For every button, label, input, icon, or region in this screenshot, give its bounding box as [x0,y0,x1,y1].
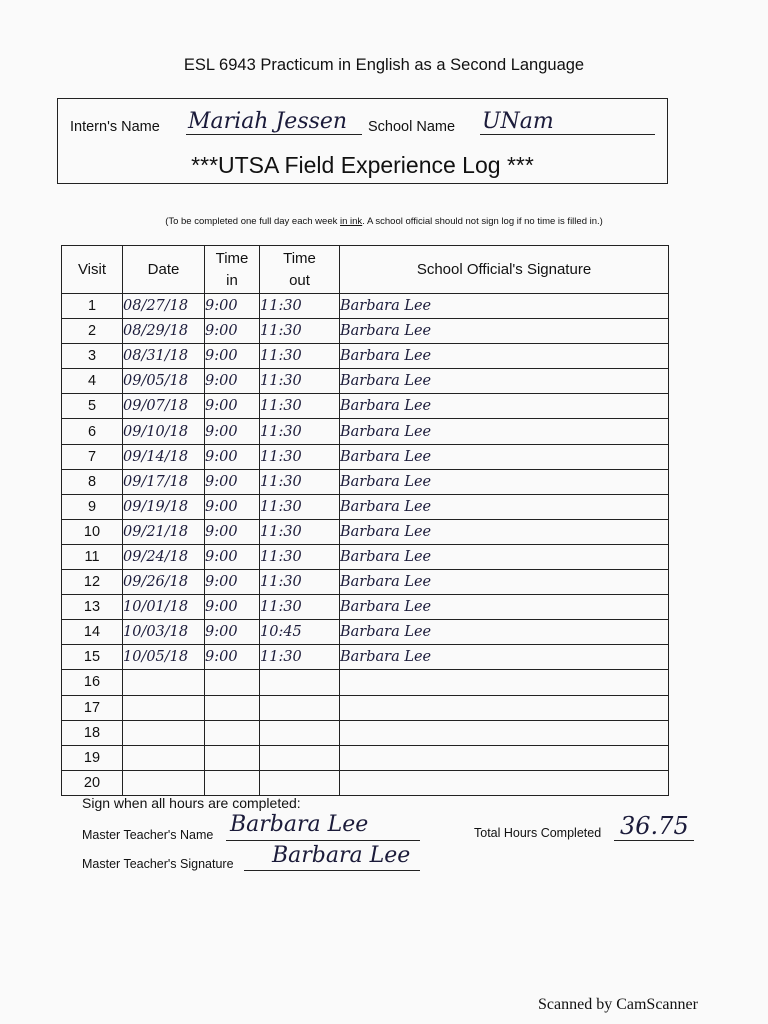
table-row [62,294,669,319]
time-out-cell [260,695,340,720]
signature-cell: Barbara Lee [340,394,669,419]
time-out-cell: 11:30 [260,519,340,544]
total-hours-value: 36.75 [620,812,689,840]
table-row [62,620,669,645]
date-cell: 09/24/18 [123,544,205,569]
table-row [62,344,669,369]
master-name-value: Barbara Lee [230,812,369,837]
visit-cell: 9 [62,494,123,519]
scanner-watermark: Scanned by CamScanner [538,996,698,1013]
visit-cell: 20 [62,770,123,795]
time-in-cell: 9:00 [205,294,260,319]
visit-cell: 6 [62,419,123,444]
time-in-cell: 9:00 [205,344,260,369]
signature-cell: Barbara Lee [340,620,669,645]
header-time-in: Time in [205,246,260,294]
time-in-cell: 9:00 [205,394,260,419]
sign-note: Sign when all hours are completed: [82,795,301,811]
signature-cell: Barbara Lee [340,319,669,344]
visit-cell: 17 [62,695,123,720]
date-cell: 09/21/18 [123,519,205,544]
instructions [0,216,768,227]
time-out-cell: 11:30 [260,419,340,444]
time-in-cell [205,745,260,770]
time-out-cell: 11:30 [260,444,340,469]
time-in-cell: 9:00 [205,595,260,620]
signature-cell [340,670,669,695]
signature-cell: Barbara Lee [340,494,669,519]
date-cell [123,770,205,795]
table-row [62,519,669,544]
visit-cell: 7 [62,444,123,469]
table-header-row [62,246,669,294]
visit-cell: 4 [62,369,123,394]
table-row [62,720,669,745]
time-out-cell: 11:30 [260,544,340,569]
date-cell: 09/07/18 [123,394,205,419]
table-row [62,570,669,595]
time-out-cell [260,770,340,795]
visit-cell: 10 [62,519,123,544]
total-hours-label: Total Hours Completed [474,826,602,840]
instructions-underlined: in ink [340,216,363,227]
header-time-out: Time out [260,246,340,294]
time-in-cell: 9:00 [205,319,260,344]
instructions-after: . A school official should not sign log if no time is filled in.) [362,216,603,227]
signature-cell: Barbara Lee [340,294,669,319]
time-out-cell [260,670,340,695]
visit-cell: 15 [62,645,123,670]
signature-cell [340,745,669,770]
visit-cell: 18 [62,720,123,745]
header-visit: Visit [62,246,123,294]
intern-name-label: Intern's Name [70,119,160,135]
time-in-cell: 9:00 [205,494,260,519]
time-in-cell: 9:00 [205,620,260,645]
signature-cell [340,720,669,745]
date-cell: 09/05/18 [123,369,205,394]
table-row [62,544,669,569]
signature-cell: Barbara Lee [340,519,669,544]
course-title: ESL 6943 Practicum in English as a Second Language [183,56,585,74]
date-cell: 09/17/18 [123,469,205,494]
master-signature-value: Barbara Lee [272,843,411,868]
time-out-cell: 11:30 [260,494,340,519]
table-row [62,645,669,670]
signature-cell: Barbara Lee [340,369,669,394]
master-signature-label: Master Teacher's Signature [82,857,234,871]
time-in-cell: 9:00 [205,570,260,595]
date-cell: 10/05/18 [123,645,205,670]
table-row [62,670,669,695]
visit-cell: 12 [62,570,123,595]
date-cell [123,670,205,695]
time-out-cell [260,720,340,745]
date-cell [123,745,205,770]
date-cell: 10/01/18 [123,595,205,620]
time-out-cell: 11:30 [260,469,340,494]
date-cell: 09/10/18 [123,419,205,444]
visit-cell: 5 [62,394,123,419]
time-in-cell [205,770,260,795]
field-experience-table [61,245,669,796]
table-row [62,419,669,444]
date-cell: 10/03/18 [123,620,205,645]
time-in-cell: 9:00 [205,369,260,394]
table-body [62,294,669,796]
table-row [62,695,669,720]
log-title: ***UTSA Field Experience Log *** [191,152,534,178]
table-row [62,469,669,494]
visit-cell: 3 [62,344,123,369]
time-in-cell: 9:00 [205,645,260,670]
name-row [70,109,657,141]
signature-cell: Barbara Lee [340,645,669,670]
school-name-value: UNam [482,109,554,134]
visit-cell: 13 [62,595,123,620]
time-out-cell: 11:30 [260,595,340,620]
date-cell: 08/31/18 [123,344,205,369]
time-out-cell: 11:30 [260,570,340,595]
visit-cell: 1 [62,294,123,319]
visit-cell: 2 [62,319,123,344]
visit-cell: 16 [62,670,123,695]
time-out-cell [260,745,340,770]
table-row [62,745,669,770]
date-cell [123,720,205,745]
table-row [62,319,669,344]
intern-header-box [57,98,668,184]
signature-cell: Barbara Lee [340,570,669,595]
table-row [62,770,669,795]
header-date: Date [123,246,205,294]
date-cell: 09/19/18 [123,494,205,519]
time-out-cell: 11:30 [260,369,340,394]
school-name-field [480,104,655,135]
date-cell: 09/14/18 [123,444,205,469]
date-cell: 08/27/18 [123,294,205,319]
header-signature: School Official's Signature [340,246,669,294]
intern-name-field [186,104,362,135]
time-in-cell [205,720,260,745]
signature-cell [340,770,669,795]
time-in-cell: 9:00 [205,469,260,494]
time-out-cell: 10:45 [260,620,340,645]
signature-cell: Barbara Lee [340,444,669,469]
school-name-label: School Name [368,119,456,135]
master-name-label: Master Teacher's Name [82,828,214,842]
time-out-cell: 11:30 [260,294,340,319]
table-row [62,595,669,620]
signature-cell: Barbara Lee [340,419,669,444]
time-in-cell: 9:00 [205,444,260,469]
time-out-cell: 11:30 [260,645,340,670]
time-in-cell [205,670,260,695]
time-out-cell: 11:30 [260,394,340,419]
time-in-cell: 9:00 [205,544,260,569]
table-row [62,494,669,519]
intern-name-value: Mariah Jessen [188,109,348,134]
table-row [62,394,669,419]
signature-cell: Barbara Lee [340,595,669,620]
time-out-cell: 11:30 [260,319,340,344]
visit-cell: 11 [62,544,123,569]
time-in-cell: 9:00 [205,519,260,544]
date-cell: 08/29/18 [123,319,205,344]
signature-cell: Barbara Lee [340,344,669,369]
date-cell [123,695,205,720]
time-out-cell: 11:30 [260,344,340,369]
time-in-cell: 9:00 [205,419,260,444]
date-cell: 09/26/18 [123,570,205,595]
time-in-cell [205,695,260,720]
signature-cell [340,695,669,720]
table-row [62,444,669,469]
visit-cell: 8 [62,469,123,494]
signature-cell: Barbara Lee [340,469,669,494]
signature-cell: Barbara Lee [340,544,669,569]
table-row [62,369,669,394]
visit-cell: 14 [62,620,123,645]
visit-cell: 19 [62,745,123,770]
instructions-before: (To be completed one full day each week [165,216,340,227]
